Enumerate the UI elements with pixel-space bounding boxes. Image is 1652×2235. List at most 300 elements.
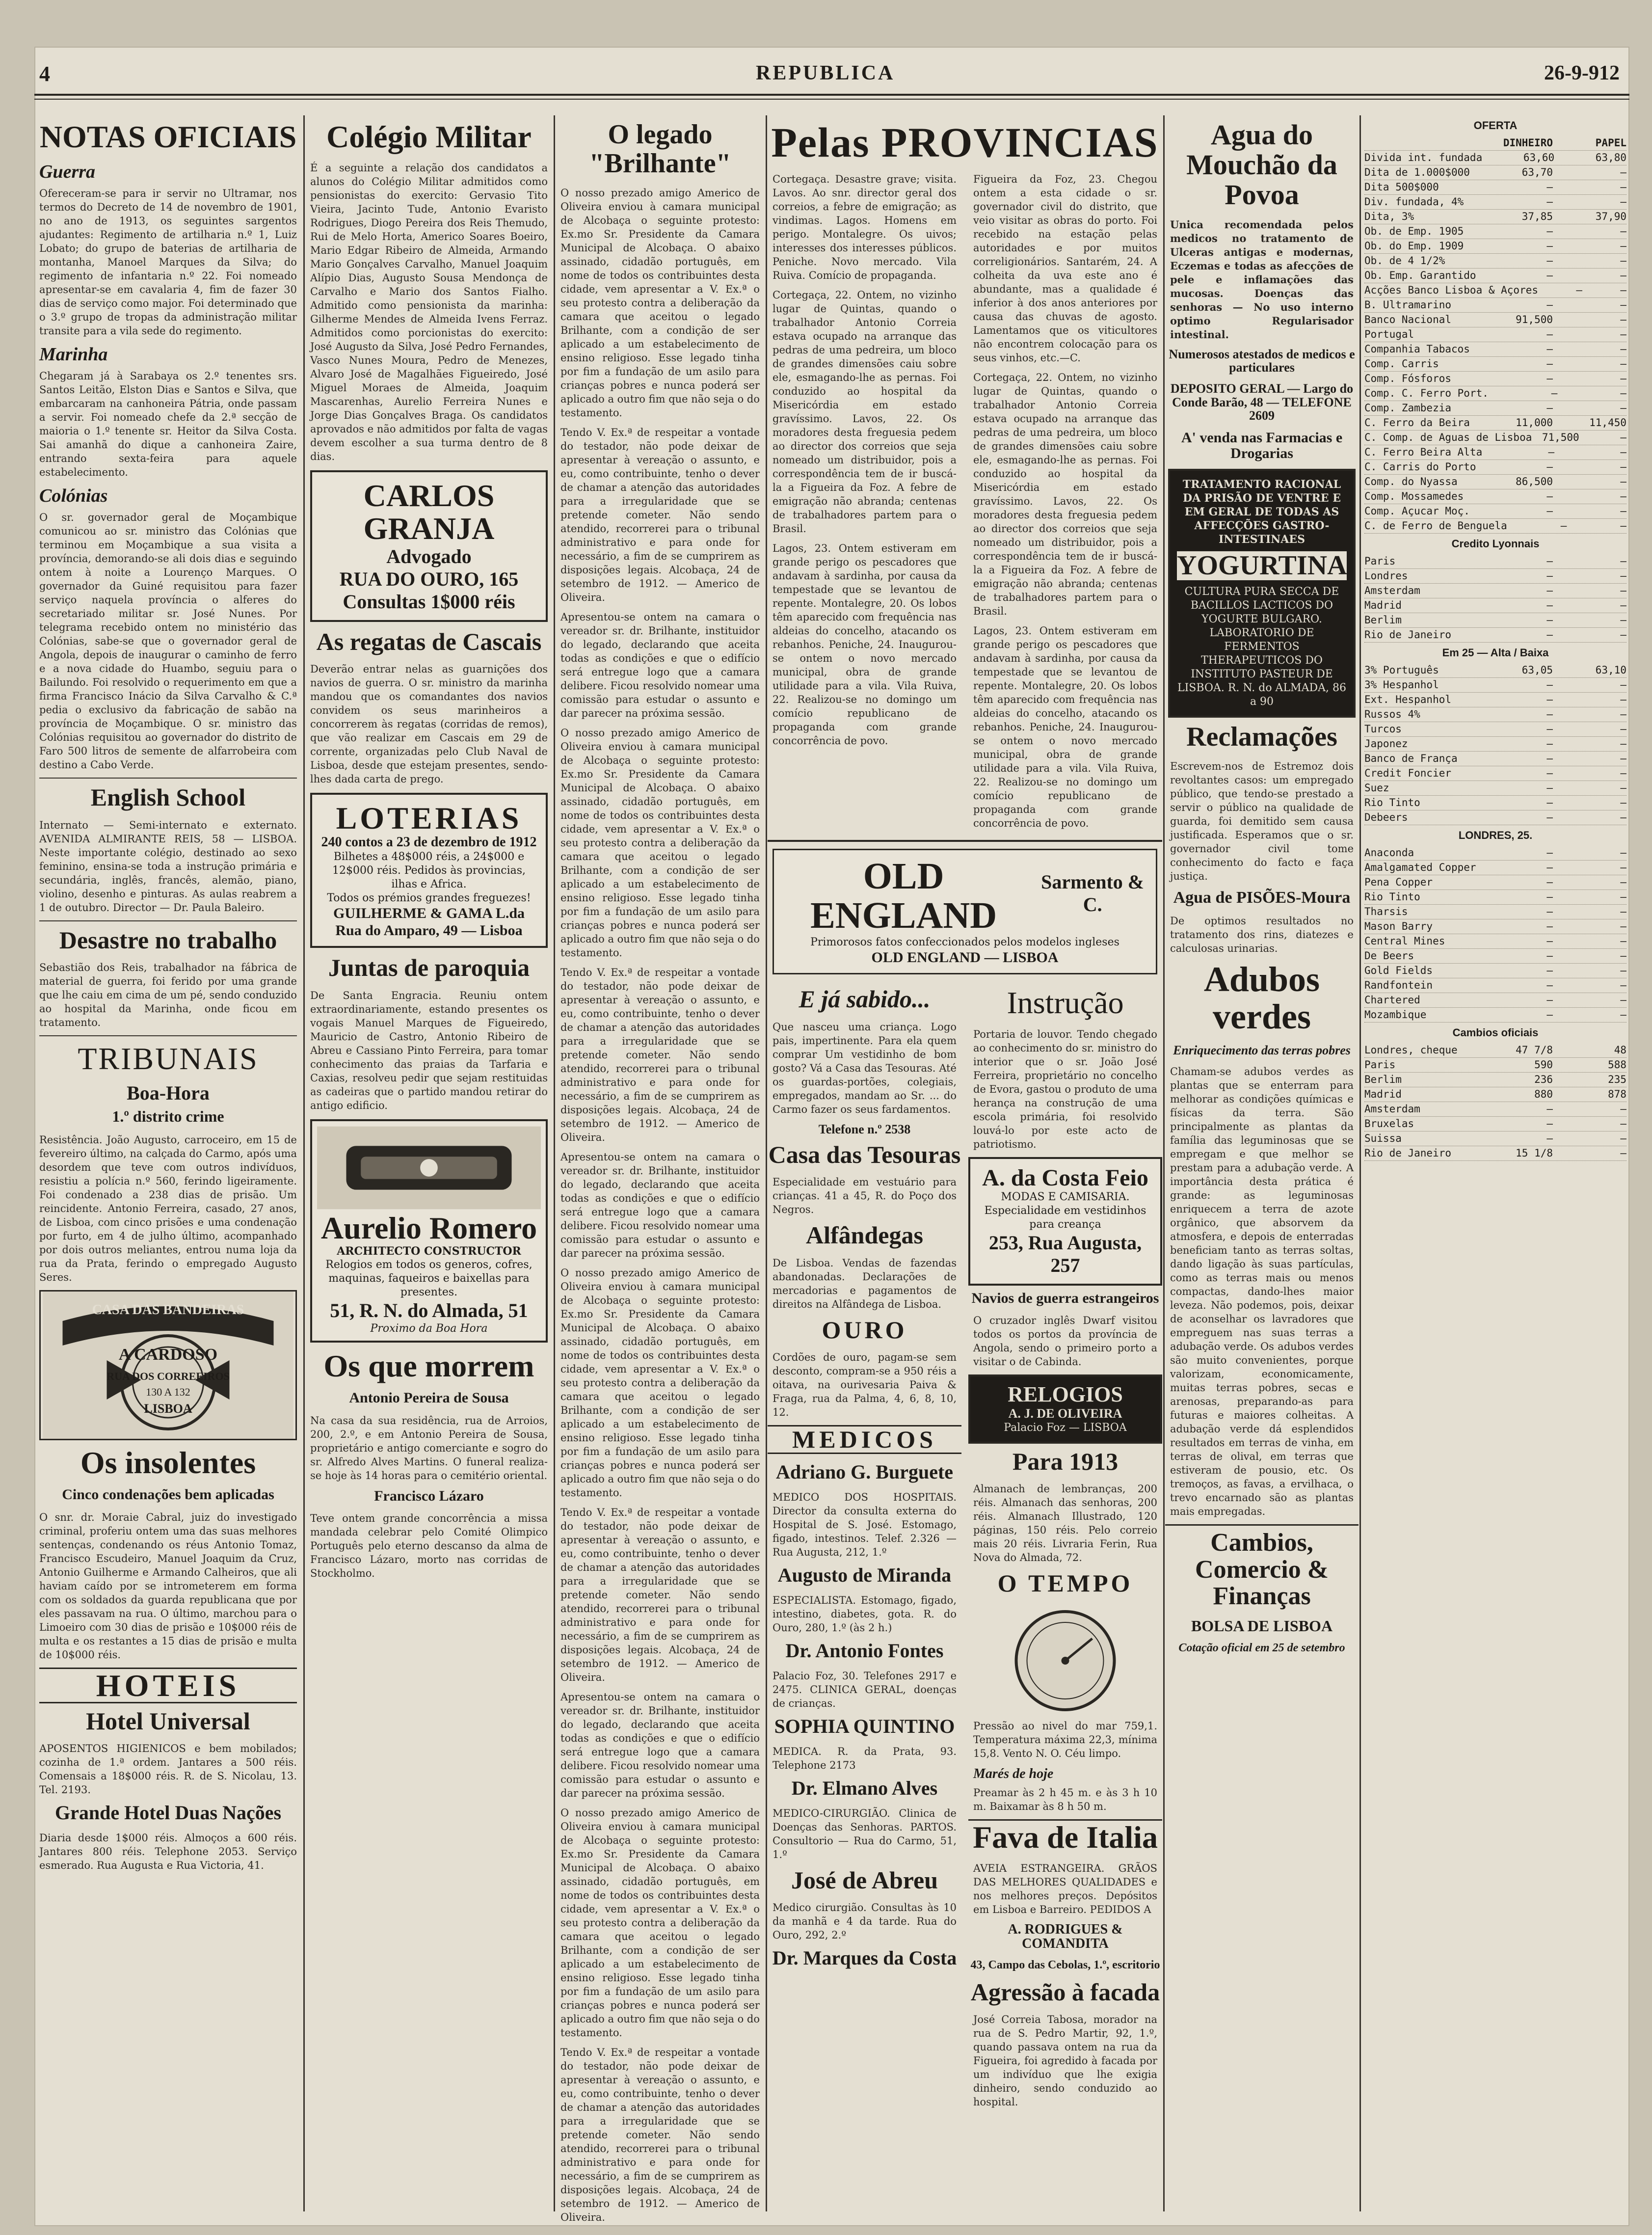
column-notas-oficiais <box>34 115 302 2211</box>
subhead-colonias: Colónias <box>39 485 108 507</box>
table-cell-value: — <box>1546 196 1553 208</box>
article-text: Deverão entrar nelas as guarnições dos navios de guerra. O sr. ministro da marinha mandou que os comandantes dos navios convidem os seus marinheiros a concorrerem às regatas (corridas de remos), que vão realizar em Cascais em 29 de corrente, organizadas pelo Club Naval de Lisboa, desde que estejam presentes, sendo-lhes dada carta de prego. <box>310 663 548 785</box>
table-cell-label: Madrid <box>1364 599 1402 611</box>
ad-text: Especialidade em vestuário para crianças. 41 a 45, R. do Poço dos Negros. <box>773 1176 957 1216</box>
article-title-juntas: Juntas de paroquia <box>328 954 530 982</box>
table-cell-value: 91,500 <box>1516 314 1553 325</box>
table-row <box>1364 180 1626 195</box>
article-title-agressao: Agressão à facada <box>970 1978 1160 2006</box>
table-body <box>1364 151 1626 534</box>
table-cell-label: Rio Tinto <box>1364 891 1420 903</box>
table-row <box>1364 519 1626 534</box>
article-text: Teve ontem grande concorrência a missa mandada celebrar pelo Comité Olimpico Português pelo eterno descanso da alma de Francisco Lázaro, morto nas corridas de Stockholmo. <box>310 1512 548 1580</box>
table-cell-value: — <box>1546 358 1553 370</box>
table-cell-label: Madrid <box>1364 1088 1402 1100</box>
table-cell-label: Companhia Tabacos <box>1364 343 1470 355</box>
table-row <box>1364 934 1626 949</box>
table-cell-label: Bruxelas <box>1364 1118 1414 1130</box>
article-text: Portaria de louvor. Tendo chegado ao conhecimento do sr. ministro do interior que o sr. João José Ferreira, proprietário no concelho de Evora, gastou o produto de uma herança na construção de uma escola primária, foi resolvido louvá-lo por este acto de patriotismo. <box>973 1028 1157 1150</box>
table-cell-value: — <box>1620 225 1626 237</box>
ad-text: 240 contos a 23 de dezembro de 1912 <box>321 835 537 850</box>
table-cell-value: — <box>1620 402 1626 414</box>
table-cell-value: — <box>1620 965 1626 976</box>
article-text: José Correia Tabosa, morador na rua de S. Pedro Martir, 92, 1.º, quando passava ontem na rua da Figueira, foi agredido à facada por um indivíduo que lhe exigia dinheiro, sendo conduzido ao hospital. <box>973 2014 1157 2108</box>
divider <box>39 920 297 921</box>
table-cell-label: Rio Tinto <box>1364 797 1420 808</box>
table-title-credit-lyonnais: Credito Lyonnais <box>1451 538 1540 550</box>
table-cell-label: Paris <box>1364 555 1396 567</box>
table-cell-value: — <box>1548 446 1555 458</box>
table-cell-value: 86,500 <box>1516 476 1553 487</box>
ad-address: RUA DO OURO, 165 <box>339 567 519 590</box>
doctor-text: MEDICO-CIRURGIÃO. Clinica de Doenças das Senhoras. PARTOS. Consultorio — Rua do Carmo, 51, 1.º <box>773 1807 957 1860</box>
table-cell-value: — <box>1620 1132 1626 1144</box>
article-subtitle: Cinco condenações bem aplicadas <box>62 1486 274 1503</box>
table-cell-label: Dita de 1.000$000 <box>1364 166 1470 178</box>
article-text: Cortegaça. Desastre grave; visita. Lavos. Ao snr. director geral dos correios, a febre de emigração; as vindimas. Lagos. Homens em perigo. Montalegre. Os uivos; interesses dos interesses públicos. Peniche. Novo mercado. Vila Ruiva. Comício de propaganda. <box>773 173 957 282</box>
ad-name: OLD ENGLAND <box>810 856 997 937</box>
article-text: Tendo V. Ex.ª de respeitar a vontade do testador, não pode deixar de apresentar à vereação o assunto, e eu, como contribuinte, tenho o dever de chamar a atenção das autoridades para a irregularidade que se pretende cometer. Não sendo atendido, recorrerei para o tribunal administrativo e para onde for necessário, a fim de se cumprirem as disposições legais. Alcobaça, 24 de setembro de 1912. — Americo de Oliveira. <box>560 1506 760 1683</box>
article-title-os-que-morrem: Os que morrem <box>323 1348 534 1384</box>
section-title-provincias: Pelas PROVINCIAS <box>771 119 1159 166</box>
lower-left <box>768 981 961 2115</box>
table-cell-label: Portugal <box>1364 328 1414 340</box>
table-cell-value: — <box>1620 935 1626 947</box>
table-row <box>1364 693 1626 707</box>
table-row <box>1364 224 1626 239</box>
ad-address: 51, R. N. do Almada, 51 <box>330 1299 528 1322</box>
ad-old-england <box>773 849 1157 974</box>
table-title-cambios-oficiais: Cambios oficiais <box>1452 1026 1539 1039</box>
table-row <box>1364 1073 1626 1087</box>
article-text: Tendo V. Ex.ª de respeitar a vontade do testador, não pode deixar de apresentar à vereação o assunto, e eu, como contribuinte, tenho o dever de chamar a atenção das autoridades para a irregularidade que se pretende cometer. Não sendo atendido, recorrerei para o tribunal administrativo e para onde for necessário, a fim de se cumprirem as disposições legais. Alcobaça, 24 de setembro de 1912. — Americo de Oliveira. <box>560 966 760 1143</box>
table-cell-value: — <box>1620 343 1626 355</box>
article-title-legado: O legado "Brilhante" <box>589 119 731 179</box>
section-note: Cotação oficial em 25 de setembro <box>1178 1642 1345 1655</box>
table-cell-value: — <box>1620 299 1626 311</box>
table-row <box>1364 431 1626 445</box>
ad-name: RELOGIOS <box>1008 1382 1123 1407</box>
table-cell-value: — <box>1620 461 1626 473</box>
table-cell-label: Divida int. fundada <box>1364 152 1483 163</box>
table-cell-value: — <box>1546 1118 1553 1130</box>
table-cell-value: — <box>1620 387 1626 399</box>
table-cell-value: 63,10 <box>1595 664 1626 676</box>
table-cell-value: 236 <box>1534 1074 1553 1085</box>
table-cell-value: — <box>1546 862 1553 873</box>
ad-text: Diaria desde 1$000 réis. Almoços a 600 réis. Jantares 800 réis. Telephone 2053. Serviço esmerado. Rua Augusta e Rua Victoria, 41. <box>39 1832 297 1872</box>
table-row <box>1364 195 1626 210</box>
table-cell-value: — <box>1620 1147 1626 1159</box>
section-title-notas-oficiais: NOTAS OFICIAIS <box>39 119 297 154</box>
table-londres <box>1364 846 1626 1023</box>
table-cell-label: C. de Ferro de Benguela <box>1364 520 1507 532</box>
article-title-desastre: Desastre no trabalho <box>59 926 277 954</box>
table-row <box>1364 949 1626 964</box>
table-cell-label: B. Ultramarino <box>1364 299 1452 311</box>
table-cell-value: — <box>1546 570 1553 582</box>
article-text: Lagos, 23. Ontem estiveram em grande perigo os pescadores que andavam à sardinha, por causa da tempestade que se levantou de repente. Montalegre, 20. Os lobos têm aparecido com frequência nas aldeias do concelho, atacando os rebanhos. Peniche, 24. Inaugurou-se ontem o novo mercado municipal, obra de grande utilidade para a vila. Vila Ruiva, 22. Realizou-se no domingo um comício republicano de propaganda com grande concorrência de povo. <box>773 542 957 747</box>
ad-text: Bilhetes a 48$000 réis, a 24$000 e 12$000 réis. Pedidos às provincias, ilhas e Africa. <box>332 851 526 891</box>
table-cell-value: — <box>1620 269 1626 281</box>
table-cell-label: Acções Banco Lisboa & Açores <box>1364 284 1539 296</box>
table-cell-value: — <box>1620 979 1626 991</box>
table-cell-value: — <box>1546 782 1553 794</box>
article-text: O nosso prezado amigo Americo de Oliveira enviou à camara municipal de Alcobaça o seguinte protesto: Ex.mo Sr. Presidente da Camara Municipal de Alcobaça. O abaixo assinado, cidadão português, em nome de todos os contribuintes desta cidade, vem apresentar a V. Ex.ª o seu protesto contra a deliberação da camara que aceitou o legado Brilhante, com a condição de ser aplicado a um estabelecimento de ensino religioso. Esse legado tinha por fim a fundação de um asilo para crianças pobres e nunca poderá ser aplicado a outro fim que não seja o do testamento. <box>560 1806 760 2039</box>
table-cell-value: — <box>1546 181 1553 193</box>
table-cell-label: Banco de França <box>1364 753 1458 764</box>
table-cell-value: — <box>1620 1009 1626 1021</box>
tide-text: Preamar às 2 h 45 m. e às 3 h 10 m. Baixamar às 8 h 50 m. <box>973 1786 1157 1812</box>
article-text: Chamam-se adubos verdes as plantas que se enterram para melhorar as condições químicas e físicas da terra. São principalmente as plantas da família das leguminosas que se empregam e que melhor se prestam para a adubação verde. A importância desta prática é grande: as leguminosas enriquecem a terra de azote orgânico, que absorvem da atmosfera, e depois de enterradas beneficiam tanto as terras soltas, dando ligação às suas partículas, como as terras mais ou menos compactas, dando-lhes maior leveza. Não podemos, pois, deixar de aconselhar os lavradores que empreguem nas suas terras a adubação verde. Os adubos verdes são muito convenientes, porque valorizam, economicamente, muitas terras pobres, secas e arenosas, preparando-as para futuras e maiores colheitas. A adubação verde dá esplendidos resultados em terras de vinha, em terras de olival, em terras que estiveram de pousio, etc. Os tremoços, as favas, a ervilhaca, o trevo encarnado são as plantas mais empregadas. <box>1170 1065 1354 1517</box>
table-cell-value: — <box>1546 738 1553 750</box>
article-text: O snr. dr. Moraie Cabral, juiz do investigado criminal, proferiu ontem uma das suas melhores sentenças, condenando os réus Antonio Tomaz, Francisco Escudeiro, Manuel Joaquim da Cruz, Antonio Guilherme e Armando Calheiros, que ali haviam caído por se intrometerem em forma com os soldados da guarda republicana que por eles passavam na rua. O último, marchou para o Limoeiro com 30 dias de prisão e 10$000 réis de multa e os restantes a 15 dias de prisão e multa de 10$000 réis. <box>39 1511 297 1661</box>
table-row <box>1364 628 1626 643</box>
table-cell-label: Amsterdam <box>1364 585 1420 596</box>
table-cell-value: 588 <box>1608 1059 1626 1071</box>
table-cell-label: C. Ferro Beira Alta <box>1364 446 1483 458</box>
bandeiras-city: LISBOA <box>144 1401 192 1416</box>
table-cell-label: Mozambique <box>1364 1009 1427 1021</box>
article-title-adubos: Adubos verdes <box>1203 960 1320 1037</box>
table-cell-value: — <box>1620 476 1626 487</box>
table-cell-label: Debeers <box>1364 811 1408 823</box>
ad-aurelio-romero <box>310 1119 548 1343</box>
table-cell-label: Div. fundada, 4% <box>1364 196 1464 208</box>
phone-number: Telefone n.º 2538 <box>818 1122 911 1136</box>
table-cell-value: — <box>1620 490 1626 502</box>
table-row <box>1364 445 1626 460</box>
top-rule-thin <box>34 99 1629 100</box>
ad-address: 253, Rua Augusta, 257 <box>988 1231 1142 1276</box>
table-cell-value: — <box>1620 373 1626 384</box>
table-row <box>1364 165 1626 180</box>
table-row <box>1364 475 1626 489</box>
bandeiras-street: RUA DOS CORREEIROS <box>107 1370 230 1382</box>
table-cell-value: — <box>1620 446 1626 458</box>
doctor-text: MEDICA. R. da Prata, 93. Telephone 2173 <box>773 1745 957 1771</box>
column-header: PAPEL <box>1595 137 1626 149</box>
column-colegio-militar <box>305 115 553 2211</box>
table-cell-value: — <box>1620 570 1626 582</box>
table-cell-value: — <box>1576 284 1582 296</box>
table-cell-label: C. Carris do Porto <box>1364 461 1476 473</box>
bandeiras-top: CASA DAS BANDEIRAS <box>92 1302 244 1318</box>
doctor-name: Dr. Antonio Fontes <box>785 1639 944 1662</box>
table-row <box>1364 298 1626 313</box>
ad-title-agua-mouchao: Agua do Mouchão da Povoa <box>1186 119 1337 211</box>
table-cell-value: — <box>1560 520 1567 532</box>
table-cell-label: Anaconda <box>1364 847 1414 859</box>
table-cell-value: — <box>1546 240 1553 252</box>
table-cell-value: — <box>1620 797 1626 808</box>
table-row <box>1364 386 1626 401</box>
article-subtitle: Enriquecimento das terras pobres <box>1173 1043 1351 1057</box>
table-cell-value: — <box>1546 723 1553 735</box>
table-cell-value: — <box>1620 255 1626 267</box>
table-cell-label: Rio de Janeiro <box>1364 629 1452 641</box>
ad-note: Proximo da Boa Hora <box>370 1322 488 1335</box>
table-cell-label: Suissa <box>1364 1132 1402 1144</box>
lower-right <box>968 981 1162 2115</box>
article-text: Escrevem-nos de Estremoz dois revoltantes casos: um empregado público, que tendo-se prestado a servir o público na qualidade de guarda, foi demitido sem causa justificada. Esperamos que o sr. governador civil tome conhecimento do facto e faça justiça. <box>1170 760 1354 882</box>
table-row <box>1364 598 1626 613</box>
ad-text: Numerosos atestados de medicos e particulares <box>1169 347 1355 375</box>
table-row <box>1364 707 1626 722</box>
section-subtitle-bolsa: BOLSA DE LISBOA <box>1191 1616 1333 1635</box>
column-agua-adubos <box>1165 115 1359 2211</box>
table-cell-label: Japonez <box>1364 738 1408 750</box>
table-cell-value: — <box>1546 1009 1553 1021</box>
table-cell-value: — <box>1546 767 1553 779</box>
table-cell-value: 47 7/8 <box>1516 1044 1553 1056</box>
table-row <box>1364 460 1626 475</box>
table-row <box>1364 283 1626 298</box>
table-cell-label: Pena Copper <box>1364 876 1433 888</box>
article-text: Resistência. João Augusto, carroceiro, em 15 de fevereiro último, na calçada do Carmo, após uma desordem que teve com outros indivíduos, resistiu a polícia n.º 560, ferindo ligeiramente. Foi condenado a 238 dias de prisão. Um reincidente. Antonio Ferreira, casado, 27 anos, de Lisboa, com cinco prisões e uma condenação por furto, em 4 de julho último, acompanhado por dois outros meliantes, entrou numa loja da rua da Prata, ferindo o empregado Augusto Seres. <box>39 1133 297 1283</box>
table-row <box>1364 1087 1626 1102</box>
doctor-name: SOPHIA QUINTINO <box>774 1715 955 1737</box>
table-cell-value: — <box>1620 862 1626 873</box>
table-cell-label: Ob. do Emp. 1909 <box>1364 240 1464 252</box>
table-cell-value: — <box>1546 920 1553 932</box>
doctor-text: Palacio Foz, 30. Telefones 2917 e 2475. CLINICA GERAL, doenças de crianças. <box>773 1670 957 1709</box>
table-cell-value: — <box>1546 1132 1553 1144</box>
divider <box>768 840 1162 842</box>
table-cell-label: Mason Barry <box>1364 920 1433 932</box>
table-cell-label: Turcos <box>1364 723 1402 735</box>
table-cell-value: — <box>1546 225 1553 237</box>
table-cell-value: — <box>1546 555 1553 567</box>
table-cell-value: — <box>1546 891 1553 903</box>
ad-head <box>781 857 1149 936</box>
ad-text: APOSENTOS HIGIENICOS e bem mobilados; cozinha de 1.ª ordem. Jantares a 500 réis. Comensais a 18$000 réis. R. de S. Nicolau, 13. Tel. 2193. <box>39 1743 297 1796</box>
table-cell-value: — <box>1620 920 1626 932</box>
table-row <box>1364 978 1626 993</box>
table-row <box>1364 1146 1626 1161</box>
table-cell-value: — <box>1546 490 1553 502</box>
ad-title-casa-tesouras: Casa das Tesouras <box>768 1140 961 1168</box>
subhead-marinha: Marinha <box>39 344 108 365</box>
ad-casa-das-bandeiras <box>39 1290 297 1440</box>
section-title-medicos: MEDICOS <box>768 1425 961 1454</box>
table-cell-label: Ob. de Emp. 1905 <box>1364 225 1464 237</box>
article-title-alfandegas: Alfândegas <box>806 1221 923 1249</box>
ad-costa-feio <box>968 1157 1162 1286</box>
table-cell-value: — <box>1546 343 1553 355</box>
table-cell-label: Dita 500$000 <box>1364 181 1439 193</box>
table-cell-value: 590 <box>1534 1059 1553 1071</box>
article-text: Figueira da Foz, 23. Chegou ontem a esta cidade o sr. governador civil do distrito, que veio visitar as obras do porto. Foi recebido na estação pelas autoridades e por muitos correligionários. Santarém, 24. A colheita da uva este ano é abundante, mas a qualidade é inferior à dos anos anteriores por causa das chuvas de agosto. Lamentamos que os viticultores não encontrem colocação para os seus vinhos, etc.—C. <box>973 173 1157 364</box>
obituary-name: Francisco Lázaro <box>374 1487 484 1504</box>
table-cell-value: 11,000 <box>1516 417 1553 429</box>
table-cell-label: Dita, 3% <box>1364 211 1414 222</box>
article-title-reclamacoes: Reclamações <box>1186 721 1337 752</box>
article-title-navios: Navios de guerra estrangeiros <box>971 1290 1159 1306</box>
table-cell-value: — <box>1620 240 1626 252</box>
table-row <box>1364 504 1626 519</box>
table-cell-label: 3% Hespanhol <box>1364 679 1439 691</box>
table-row <box>1364 613 1626 628</box>
table-cell-value: — <box>1546 461 1553 473</box>
article-title-colegio-militar: Colégio Militar <box>326 119 532 154</box>
article-text: O sr. governador geral de Moçambique comunicou ao sr. ministro das Colónias que terminou em Moçambique a sua visita a província, demorando-se ali dois dias e seguindo ontem à noite a Lourenço Marques. O governador da Guiné requisitou para fazer serviço naquela província o alferes do secretariado militar sr. José Nunes. Por telegrama recebido ontem no ministério das Colónias, sabe-se que o governador geral de Angola, depois de inaugurar o caminho de ferro e a nova cidade do Huambo, seguiu para o Bailundo. Foi resolvido o requerimento em que a firma Francisco Inácio da Silva Carvalho & C.ª pedia o exclusivo da fabricação de sabão na província de Moçambique. O sr. ministro das Colónias requisitou ao governador do distrito de Faro 500 litros de semente de alfarrobeira com destino a Cabo Verde. <box>39 512 297 771</box>
ad-title-duas-nacoes: Grande Hotel Duas Nações <box>54 1802 282 1824</box>
table-row <box>1364 737 1626 752</box>
table-cell-label: Comp. do Nyassa <box>1364 476 1458 487</box>
table-cell-value: — <box>1620 891 1626 903</box>
ad-text: A' venda nas Farmacias e Drogarias <box>1181 430 1343 461</box>
ad-text: CULTURA PURA SECCA DE BACILLOS LACTICOS DO YOGURTE BULGARO. LABORATORIO DE FERMENTOS THERAPEUTICOS DO INSTITUTO PASTEUR DE LISBOA. R. N. do ALMADA, 86 a 90 <box>1177 585 1346 708</box>
table-cell-value: — <box>1620 738 1626 750</box>
table-cell-value: — <box>1546 753 1553 764</box>
article-text: Cortegaça, 22. Ontem, no vizinho lugar de Quintas, quando o trabalhador Antonio Correia estava ocupado na arranque das pedras de uma pedreira, um bloco de grandes dimensões caiu sobre ele, esmagando-lhe as pernas. Foi conduzido ao hospital da Misericórdia em estado gravíssimo. Lavos, 22. Os moradores desta freguesia pedem ao director dos correios que seja nomeado um distribuidor, pois a correspondência tem de ir buscá-la a Figueira da Foz. A febre de emigração não abranda; centenas de trabalhadores partem para o Brasil. <box>973 372 1157 618</box>
ad-subtitle: ARCHITECTO CONSTRUCTOR <box>337 1245 521 1258</box>
table-cell-value: — <box>1546 876 1553 888</box>
article-title-sabido: E já sabido... <box>799 985 931 1013</box>
table-cell-value: — <box>1546 328 1553 340</box>
article-text: Sebastião dos Reis, trabalhador na fábrica de material de guerra, foi ferido por uma grande que lhe caiu em cima de um pé, sendo conduzido ao hospital da Marinha, onde ficou em tratamento. <box>39 962 297 1029</box>
ad-text: Relogios em todos os generos, cofres, maquinas, faqueiros e baixellas para presentes. <box>325 1259 533 1299</box>
ad-address: 43, Campo das Cebolas, 1.º, escritorio <box>970 1958 1160 1971</box>
article-text: Lagos, 23. Ontem estiveram em grande perigo os pescadores que andavam à sardinha, por causa da tempestade que se levantou de repente. Montalegre, 20. Os lobos têm aparecido com frequência nas aldeias do concelho, atacando os rebanhos. Peniche, 24. Inaugurou-se ontem o novo mercado municipal, obra de grande utilidade para a vila. Vila Ruiva, 22. Realizou-se no domingo um comício republicano de propaganda com grande concorrência de povo. <box>973 625 1157 830</box>
ad-address: Rua do Amparo, 49 — Lisboa <box>335 922 523 939</box>
table-cell-label: Suez <box>1364 782 1389 794</box>
table-cell-value: — <box>1546 629 1553 641</box>
column-separator <box>1163 115 1165 2211</box>
ad-text: Cordões de ouro, pagam-se sem desconto, compram-se a 950 réis a oitava, na ourivesaria Paiva & Fraga, rua da Palma, 4, 6, 8, 10, 12. <box>773 1351 957 1419</box>
table-cell-value: — <box>1546 847 1553 859</box>
table-cell-value: — <box>1620 505 1626 517</box>
bandeiras-number: 130 A 132 <box>146 1385 190 1398</box>
table-cell-value: 878 <box>1608 1088 1626 1100</box>
table-cell-value: — <box>1620 431 1626 443</box>
table-cell-value: 63,05 <box>1521 664 1553 676</box>
column-legado-brilhante <box>556 115 765 2223</box>
provincias-left <box>768 172 961 836</box>
table-cell-value: — <box>1620 950 1626 962</box>
table-cell-value: — <box>1546 811 1553 823</box>
doctor-name: José de Abreu <box>791 1866 938 1894</box>
table-cell-value: 15 1/8 <box>1516 1147 1553 1159</box>
ad-footer: OLD ENGLAND — LISBOA <box>871 949 1059 966</box>
ad-name: CARLOS GRANJA <box>363 478 495 546</box>
table-cell-label: Comp. Carris <box>1364 358 1439 370</box>
table-cotacoes <box>1364 136 1626 534</box>
subhead-distrito: 1.º distrito crime <box>112 1107 224 1126</box>
table-title-paris: Em 25 — Alta / Baixa <box>1442 646 1549 659</box>
table-paris <box>1364 663 1626 825</box>
table-cell-value: — <box>1620 284 1626 296</box>
obituary-name: Antonio Pereira de Sousa <box>349 1390 509 1406</box>
table-row <box>1364 861 1626 875</box>
doctor-name: Dr. Marques da Costa <box>772 1947 957 1969</box>
table-cell-label: Central Mines <box>1364 935 1445 947</box>
table-cell-value: — <box>1546 694 1553 705</box>
article-text: Cortegaça, 22. Ontem, no vizinho lugar de Quintas, quando o trabalhador Antonio Correia estava ocupado na arranque das pedras de uma pedreira, um bloco de grandes dimensões caiu sobre ele, esmagando-lhe as pernas. Foi conduzido ao hospital da Misericórdia em estado gravíssimo. Lavos, 22. Os moradores desta freguesia pedem ao director dos correios que seja nomeado um distribuidor, pois a correspondência tem de ir buscá-la a Figueira da Foz. A febre de emigração não abranda; centenas de trabalhadores partem para o Brasil. <box>773 289 957 535</box>
table-cell-value: — <box>1620 679 1626 691</box>
ad-text: Primorosos fatos confeccionados pelos modelos ingleses <box>810 936 1119 948</box>
ad-text: MODAS E CAMISARIA. Especialidade em vestidinhos para creança <box>984 1190 1146 1231</box>
table-cell-value: — <box>1620 906 1626 917</box>
article-text: Apresentou-se ontem na camara o vereador sr. dr. Brilhante, instituidor do legado, declarando que aceita todas as condições e que o edifício será entregue logo que a camara delibere. Ficou resolvido nomear uma comissão para estudar o assunto e dar parecer na próxima sessão. <box>560 611 760 719</box>
ad-firm: A. J. DE OLIVEIRA <box>1008 1406 1122 1421</box>
table-row <box>1364 357 1626 372</box>
table-row <box>1364 269 1626 283</box>
table-cell-value: — <box>1620 811 1626 823</box>
article-text: Na casa da sua residência, rua de Arroios, 200, 2.º, e em Antonio Pereira de Sousa, proprietário e antigo comerciante e sogro do sr. Alfredo Alves Martins. O funeral realiza-se hoje às 14 horas para o cemitério oriental. <box>310 1414 548 1481</box>
table-cell-value: — <box>1620 599 1626 611</box>
column-separator <box>303 115 305 2211</box>
table-row <box>1364 254 1626 269</box>
table-row <box>1364 1117 1626 1131</box>
table-row <box>1364 810 1626 825</box>
provincias-right <box>968 172 1162 836</box>
lower-two-columns <box>768 981 1162 2115</box>
table-row <box>1364 1043 1626 1058</box>
ad-title-hotel-universal: Hotel Universal <box>86 1707 250 1735</box>
ad-yogurtina <box>1168 469 1356 718</box>
ad-title-english-school: English School <box>90 783 246 811</box>
table-row <box>1364 416 1626 431</box>
table-cell-value: 48 <box>1614 1044 1626 1056</box>
table-cell-label: Amsterdam <box>1364 1103 1420 1115</box>
bandeiras-name: A CARDOSO <box>118 1345 218 1364</box>
ad-title-ouro: OURO <box>822 1316 907 1344</box>
table-cell-value: 63,70 <box>1521 166 1553 178</box>
article-text: Que nasceu uma criança. Logo pais, impertinente. Para ela quem comprar Um vestidinho de bom gosto? Vá a Casa das Tesouras. Até os guardas-portões, colegiais, empregados, mandam ao Sr. ... do Carmo fazer os seus fardamentos. <box>773 1021 957 1115</box>
doctor-name: Adriano G. Burguete <box>775 1460 954 1483</box>
ad-name: LOTERIAS <box>336 801 522 836</box>
table-cell-value: — <box>1620 994 1626 1006</box>
table-row <box>1364 993 1626 1008</box>
column-separator <box>766 115 767 2211</box>
table-cell-value: — <box>1546 299 1553 311</box>
column-separator <box>554 115 555 2211</box>
table-cell-value: — <box>1620 753 1626 764</box>
table-title-oferta: OFERTA <box>1473 119 1518 132</box>
divider <box>39 778 297 779</box>
table-cell-value: — <box>1546 906 1553 917</box>
table-cell-label: Comp. Fósforos <box>1364 373 1452 384</box>
article-text: Tendo V. Ex.ª de respeitar a vontade do testador, não pode deixar de apresentar à vereação o assunto, e eu, como contribuinte, tenho o dever de chamar a atenção das autoridades para a irregularidade que se pretende cometer. Não sendo atendido, recorrerei para o tribunal administrativo e para onde for necessário, a fim de se cumprirem as disposições legais. Alcobaça, 24 de setembro de 1912. — Americo de Oliveira. <box>560 2046 760 2223</box>
top-rule <box>34 94 1629 96</box>
table-cell-label: Randfontein <box>1364 979 1433 991</box>
issue-date: 26-9-912 <box>1544 62 1620 84</box>
table-cell-value: — <box>1620 847 1626 859</box>
table-cell-value: — <box>1620 314 1626 325</box>
table-cell-value: 63,60 <box>1523 152 1555 163</box>
table-row <box>1364 766 1626 781</box>
table-cell-label: Credit Foncier <box>1364 767 1452 779</box>
table-cell-value: 37,85 <box>1521 211 1553 222</box>
table-row <box>1364 663 1626 678</box>
table-cell-value: — <box>1620 614 1626 626</box>
table-cell-value: 11,450 <box>1589 417 1626 429</box>
article-title-para-1913: Para 1913 <box>1012 1447 1119 1475</box>
table-row <box>1364 964 1626 978</box>
ad-title-pisoes: Agua de PISÕES-Moura <box>1173 888 1351 907</box>
table-cell-label: Londres <box>1364 570 1408 582</box>
ad-firm: A. RODRIGUES & COMANDITA <box>1008 1921 1123 1952</box>
article-title-instrucao: Instrução <box>1007 985 1124 1021</box>
table-row <box>1364 554 1626 569</box>
table-cell-label: Russos 4% <box>1364 708 1420 720</box>
table-cell-label: Comp. Mossamedes <box>1364 490 1464 502</box>
table-cell-value: — <box>1546 708 1553 720</box>
subhead-guerra: Guerra <box>39 162 96 183</box>
page-number: 4 <box>39 62 50 86</box>
